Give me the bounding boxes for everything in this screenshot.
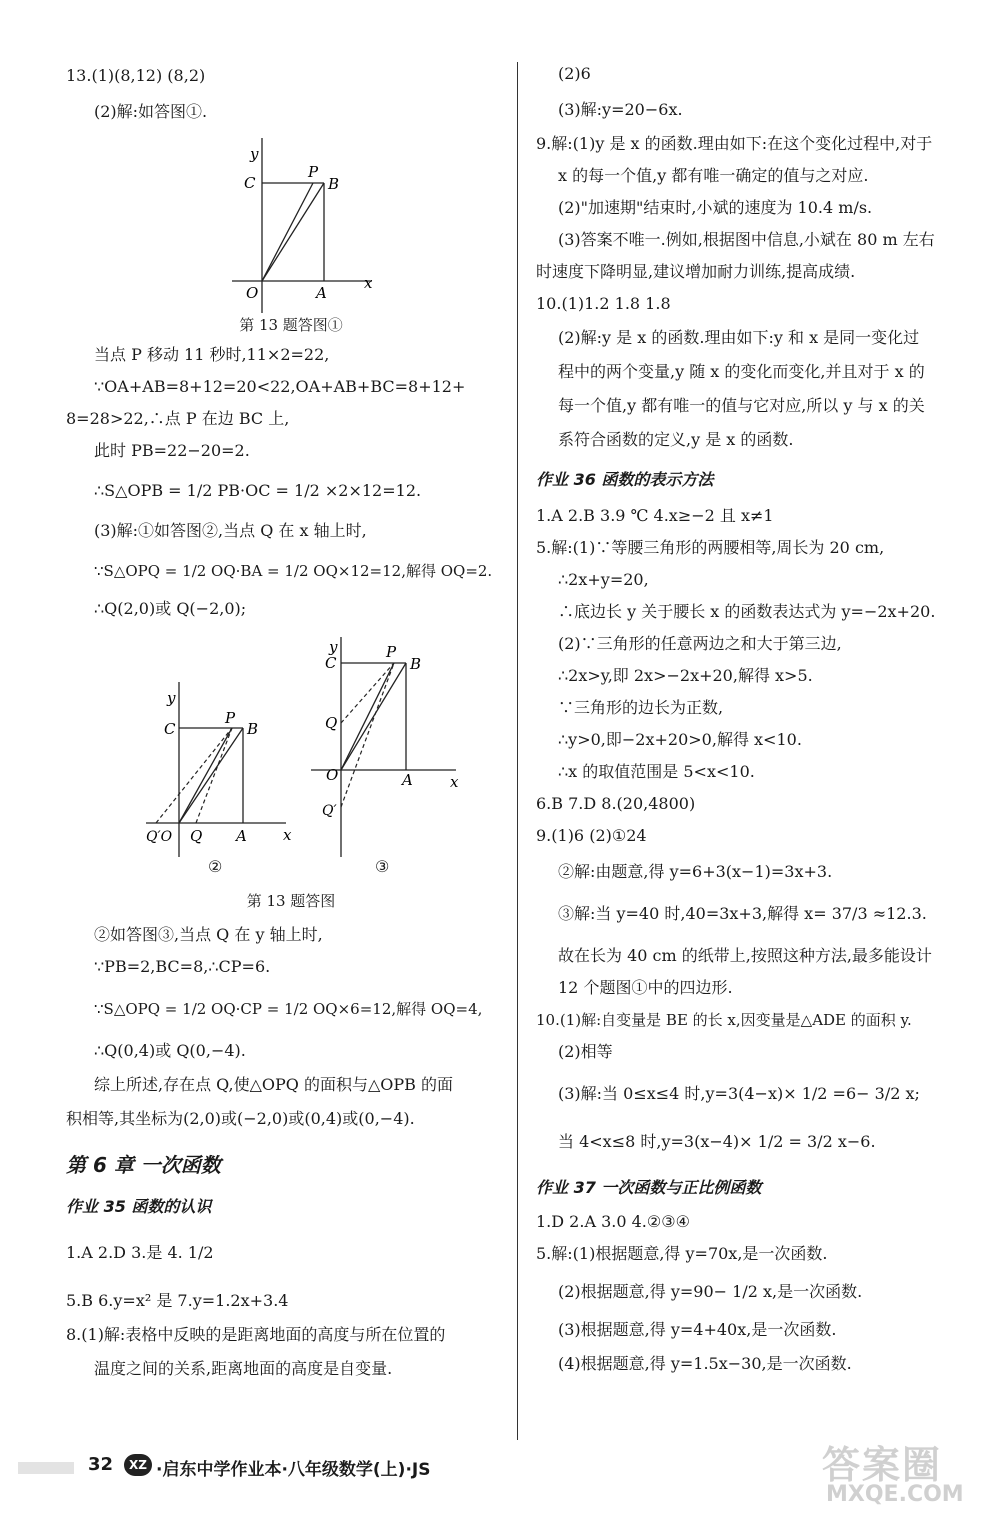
right-line-26: 故在长为 40 cm 的纸带上,按照这种方法,最多能设计 — [558, 946, 932, 965]
svg-text:A: A — [236, 827, 247, 845]
left-line-13: ∵S△OPQ = 1/2 OQ·CP = 1/2 OQ×6=12,解得 OQ=4, — [94, 1000, 483, 1018]
right-line-2: (3)解:y=20−6x. — [558, 100, 683, 119]
left-line-15: 综上所述,存在点 Q,使△OPQ 的面积与△OPB 的面 — [94, 1075, 454, 1094]
figure-numbers — [66, 857, 506, 881]
svg-text:B: B — [410, 655, 422, 673]
figure-13-caption: 第 13 题答图 — [246, 892, 336, 910]
right-line-12: 系符合函数的定义,y 是 x 的函数. — [558, 430, 794, 449]
left-line-8: (3)解:①如答图②,当点 Q 在 x 轴上时, — [94, 521, 367, 540]
hw35-answers-5-7: 5.B 6.y=x² 是 7.y=1.2x+3.4 — [66, 1291, 289, 1310]
left-line-14: ∴Q(0,4)或 Q(0,−4). — [94, 1041, 246, 1060]
right-line-8: 10.(1)1.2 1.8 1.8 — [536, 294, 671, 313]
svg-text:P: P — [386, 643, 397, 661]
left-line-7: ∴S△OPB = 1/2 PB·OC = 1/2 ×2×12=12. — [94, 481, 422, 500]
right-line-22: 6.B 7.D 8.(20,4800) — [536, 794, 696, 813]
left-line-11: ②如答图③,当点 Q 在 y 轴上时, — [94, 925, 323, 944]
right-line-7: 时速度下降明显,建议增加耐力训练,提高成绩. — [536, 262, 856, 281]
svg-text:A: A — [316, 284, 327, 302]
watermark-url: MXQE.COM — [826, 1482, 964, 1507]
segment-op — [262, 183, 313, 281]
right-line-18: ∴2x>y,即 2x>−2x+20,解得 x>5. — [558, 666, 813, 685]
right-line-5: (2)"加速期"结束时,小斌的速度为 10.4 m/s. — [558, 198, 873, 217]
right-line-17: (2)∵三角形的任意两边之和大于第三边, — [558, 634, 842, 653]
left-line-9: ∵S△OPQ = 1/2 OQ·BA = 1/2 OQ×12=12,解得 OQ=2. — [94, 562, 493, 580]
svg-text:Q′: Q′ — [322, 803, 337, 819]
watermark-logo: 答案圈 — [822, 1443, 943, 1487]
svg-text:x: x — [450, 773, 459, 791]
right-line-36: (4)根据题意,得 y=1.5x−30,是一次函数. — [558, 1354, 852, 1373]
right-line-23: 9.(1)6 (2)①24 — [536, 826, 647, 845]
right-line-35: (3)根据题意,得 y=4+40x,是一次函数. — [558, 1320, 837, 1339]
left-line-6: 此时 PB=22−20=2. — [94, 441, 250, 460]
right-line-29: (2)相等 — [558, 1042, 613, 1061]
homework-37-heading: 作业 37 一次函数与正比例函数 — [536, 1178, 762, 1197]
right-line-4: x 的每一个值,y 都有唯一确定的值与之对应. — [558, 166, 869, 185]
svg-text:B: B — [247, 720, 259, 738]
svg-text:C: C — [325, 654, 337, 672]
right-line-28: 10.(1)解:自变量是 BE 的长 x,因变量是△ADE 的面积 y. — [536, 1011, 912, 1029]
right-line-32: 1.D 2.A 3.0 4.②③④ — [536, 1212, 690, 1231]
right-line-30: (3)解:当 0≤x≤4 时,y=3(4−x)× 1/2 =6− 3/2 x; — [558, 1084, 920, 1103]
right-line-14: 5.解:(1)∵等腰三角形的两腰相等,周长为 20 cm, — [536, 538, 885, 557]
svg-text:y: y — [167, 689, 176, 707]
svg-text:Q′O: Q′O — [146, 829, 173, 845]
hw35-answer-8a: 8.(1)解:表格中反映的是距离地面的高度与所在位置的 — [66, 1325, 446, 1344]
segment-ob — [262, 183, 324, 281]
right-line-1: (2)6 — [558, 64, 591, 83]
svg-text:O: O — [246, 284, 259, 302]
right-line-15: ∴2x+y=20, — [558, 570, 649, 589]
right-line-25: ③解:当 y=40 时,40=3x+3,解得 x= 37/3 ≈12.3. — [558, 904, 927, 923]
svg-text:Q: Q — [190, 827, 203, 845]
svg-text:O: O — [326, 766, 339, 784]
hw35-answers-1-4: 1.A 2.D 3.是 4. 1/2 — [66, 1243, 214, 1262]
right-column — [536, 52, 976, 1374]
publisher-logo: XZ — [124, 1454, 152, 1476]
q13-part1: 13.(1)(8,12) (8,2) — [66, 66, 206, 85]
svg-text:Q: Q — [325, 714, 338, 732]
right-line-24: ②解:由题意,得 y=6+3(x−1)=3x+3. — [558, 862, 833, 881]
hw35-answer-8b: 温度之间的关系,距离地面的高度是自变量. — [94, 1359, 393, 1378]
figure-13-1-caption: 第 13 题答图① — [239, 316, 343, 334]
left-line-12: ∵PB=2,BC=8,∴CP=6. — [94, 957, 271, 976]
figure-13-2-label: ② — [208, 857, 223, 876]
right-line-6: (3)答案不唯一.例如,根据图中信息,小斌在 80 m 左右 — [558, 230, 935, 249]
left-line-5: 8=28>22,∴点 P 在边 BC 上, — [66, 409, 290, 428]
svg-text:P: P — [225, 709, 236, 727]
right-line-10: 程中的两个变量,y 随 x 的变化而变化,并且对于 x 的 — [558, 362, 925, 381]
right-line-34: (2)根据题意,得 y=90− 1/2 x,是一次函数. — [558, 1282, 863, 1301]
chapter-6-title: 第 6 章 一次函数 — [66, 1153, 221, 1177]
page-number: 32 — [88, 1454, 114, 1475]
figure-13-1-svg — [66, 128, 506, 313]
svg-text:C: C — [244, 174, 256, 192]
right-line-19: ∵三角形的边长为正数, — [558, 698, 724, 717]
figure-13-1 — [66, 128, 506, 313]
svg-text:P: P — [308, 163, 319, 181]
q13-part2: (2)解:如答图①. — [94, 102, 208, 121]
homework-35-heading: 作业 35 函数的认识 — [66, 1197, 212, 1216]
svg-text:A: A — [402, 771, 413, 789]
svg-text:x: x — [283, 826, 292, 844]
figure-13-3-label: ③ — [375, 857, 390, 876]
left-line-3: 当点 P 移动 11 秒时,11×2=22, — [94, 345, 330, 364]
right-line-9: (2)解:y 是 x 的函数.理由如下:y 和 x 是同一变化过 — [558, 328, 920, 347]
right-line-3: 9.解:(1)y 是 x 的函数.理由如下:在这个变化过程中,对于 — [536, 134, 933, 153]
left-column — [66, 52, 506, 1379]
right-line-27: 12 个题图①中的四边形. — [558, 978, 733, 997]
figures-13-2-3 — [66, 627, 506, 857]
svg-text:C: C — [164, 720, 176, 738]
figures-13-2-3-svg — [66, 627, 506, 857]
right-line-31: 当 4<x≤8 时,y=3(x−4)× 1/2 = 3/2 x−6. — [558, 1132, 876, 1151]
right-line-20: ∴y>0,即−2x+20>0,解得 x<10. — [558, 730, 802, 749]
svg-text:x: x — [364, 274, 373, 292]
right-line-21: ∴x 的取值范围是 5<x<10. — [558, 762, 755, 781]
right-line-33: 5.解:(1)根据题意,得 y=70x,是一次函数. — [536, 1244, 828, 1263]
right-line-16: ∴底边长 y 关于腰长 x 的函数表达式为 y=−2x+20. — [558, 602, 936, 621]
left-line-16: 积相等,其坐标为(2,0)或(−2,0)或(0,4)或(0,−4). — [66, 1109, 415, 1128]
right-line-11: 每一个值,y 都有唯一的值与它对应,所以 y 与 x 的关 — [558, 396, 925, 415]
column-divider — [517, 62, 518, 1440]
right-line-13: 1.A 2.B 3.9 ℃ 4.x≥−2 且 x≠1 — [536, 506, 774, 525]
footer-bar — [18, 1462, 74, 1474]
left-line-4: ∵OA+AB=8+12=20<22,OA+AB+BC=8+12+ — [94, 377, 466, 396]
svg-text:y: y — [329, 638, 338, 656]
figure-13-2 — [146, 682, 292, 857]
book-title: ·启东中学作业本·八年级数学(上)·JS — [156, 1460, 431, 1480]
svg-text:y: y — [250, 145, 259, 163]
homework-36-heading: 作业 36 函数的表示方法 — [536, 470, 714, 489]
svg-text:B: B — [328, 175, 340, 193]
page-footer — [0, 1443, 998, 1507]
figure-13-3 — [311, 637, 459, 857]
left-line-10: ∴Q(2,0)或 Q(−2,0); — [94, 599, 247, 618]
